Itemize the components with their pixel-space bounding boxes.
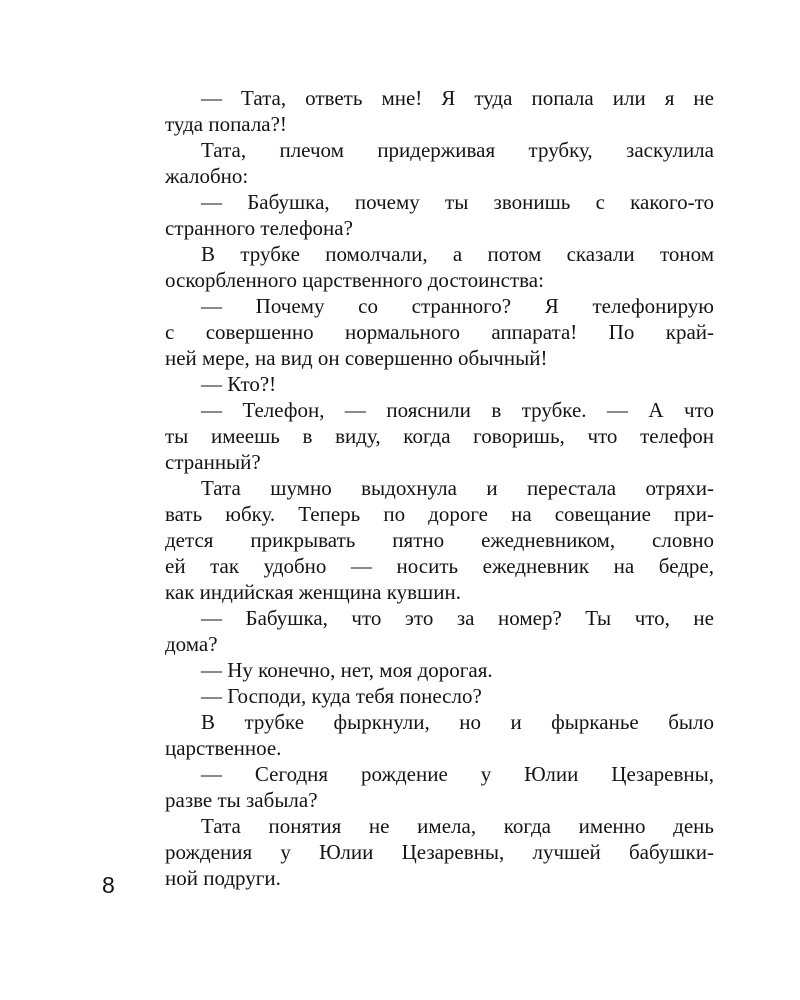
text-line: ной подруги. bbox=[165, 866, 281, 890]
text-line: дома? bbox=[165, 632, 218, 656]
text-line: — Господи, куда тебя понесло? bbox=[201, 684, 482, 708]
text-line: дется прикрывать пятно ежедневником, словно bbox=[165, 528, 714, 552]
text-line: — Бабушка, что это за номер? Ты что, не bbox=[201, 606, 714, 630]
text-line: ей так удобно — носить ежедневник на бедре, bbox=[165, 554, 714, 578]
text-line: царственное. bbox=[165, 736, 282, 760]
text-line: с совершенно нормального аппарата! По край- bbox=[165, 320, 714, 344]
text-line: разве ты забыла? bbox=[165, 788, 318, 812]
text-line: жалобно: bbox=[165, 164, 249, 188]
text-line: рождения у Юлии Цезаревны, лучшей бабушки- bbox=[165, 840, 714, 864]
text-line: Тата шумно выдохнула и перестала отряхи- bbox=[201, 476, 714, 500]
text-line: В трубке помолчали, а потом сказали тоном bbox=[201, 242, 714, 266]
text-line: — Бабушка, почему ты звонишь с какого-то bbox=[201, 190, 714, 214]
text-line: вать юбку. Теперь по дороге на совещание при- bbox=[165, 502, 714, 526]
text-line: Тата понятия не имела, когда именно день bbox=[201, 814, 714, 838]
text-line: — Телефон, — пояснили в трубке. — А что bbox=[201, 398, 714, 422]
page-text bbox=[165, 85, 714, 891]
text-line: — Тата, ответь мне! Я туда попала или я не bbox=[201, 86, 714, 110]
text-line: — Ну конечно, нет, моя дорогая. bbox=[201, 658, 493, 682]
text-line: странный? bbox=[165, 450, 261, 474]
text-line: — Сегодня рождение у Юлии Цезаревны, bbox=[201, 762, 714, 786]
text-line: туда попала?! bbox=[165, 112, 287, 136]
text-line: как индийская женщина кувшин. bbox=[165, 580, 461, 604]
text-line: Тата, плечом придерживая трубку, заскулила bbox=[201, 138, 714, 162]
text-line: оскорбленного царственного достоинства: bbox=[165, 268, 544, 292]
text-line: В трубке фыркнули, но и фырканье было bbox=[201, 710, 714, 734]
text-line: странного телефона? bbox=[165, 216, 353, 240]
text-line: ты имеешь в виду, когда говоришь, что телефон bbox=[165, 424, 714, 448]
text-line: — Кто?! bbox=[201, 372, 277, 396]
text-line: ней мере, на вид он совершенно обычный! bbox=[165, 346, 548, 370]
text-line: — Почему со странного? Я телефонирую bbox=[201, 294, 714, 318]
page-number: 8 bbox=[102, 872, 115, 898]
